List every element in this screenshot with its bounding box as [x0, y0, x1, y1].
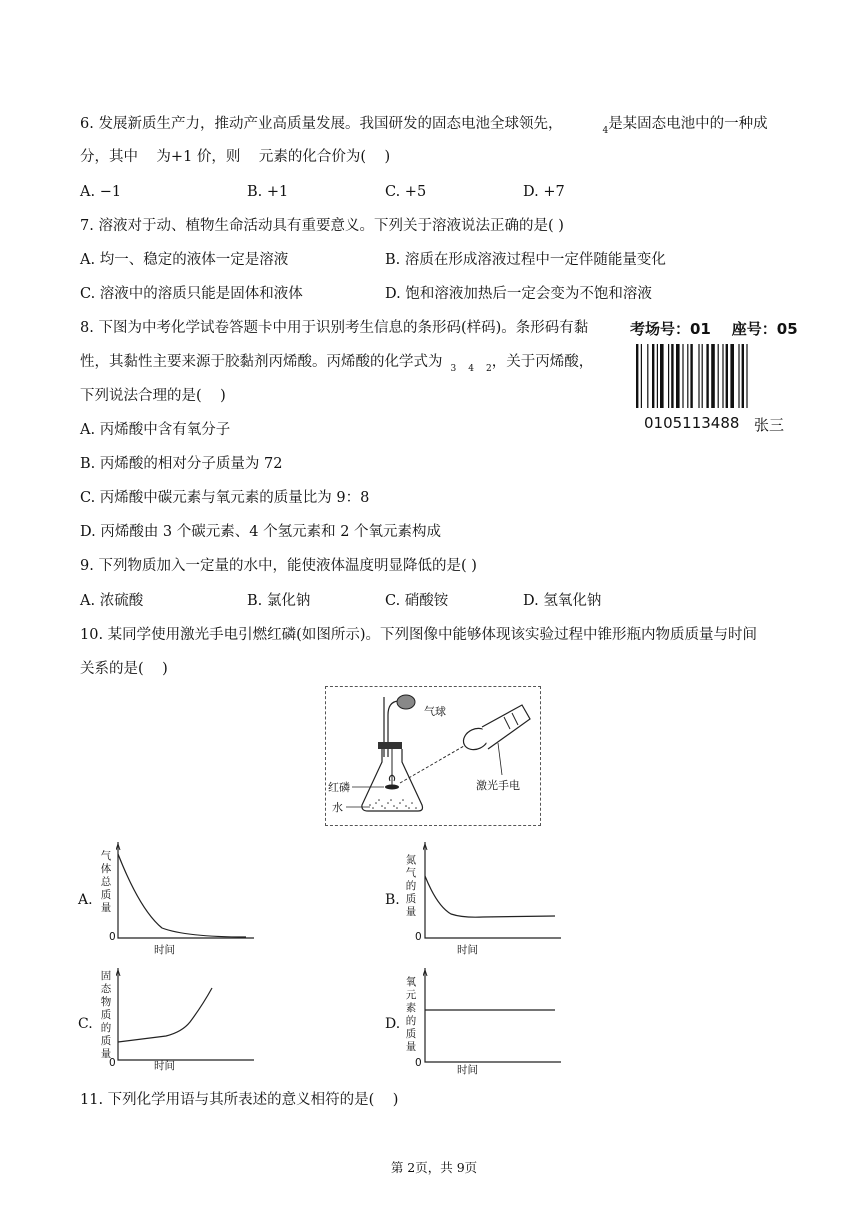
label-red-phosphorus: 红磷	[328, 781, 350, 794]
graph-b	[385, 840, 565, 960]
q6-line1-sub: 4	[602, 126, 609, 136]
q6-option-b: B. +1	[247, 184, 289, 200]
q9-option-d: D. 氢氧化钠	[523, 593, 602, 609]
q10-stem-line1: 10. 某同学使用激光手电引燃红磷(如图所示)。下列图像中能够体现该实验过程中锥形瓶内物质质量与时间	[80, 627, 757, 643]
page-footer: 第 2页，共 9页	[390, 1160, 478, 1175]
graph-d-letter: D.	[385, 1016, 401, 1032]
q11-stem: 11. 下列化学用语与其所表述的意义相符的是( )	[80, 1092, 399, 1108]
graph-a-xlabel: 时间	[154, 944, 175, 956]
barcode-number: 0105113488	[644, 414, 740, 432]
q9-stem: 9. 下列物质加入一定量的水中，能使液体温度明显降低的是( )	[80, 558, 477, 574]
barcode-bar	[641, 344, 642, 408]
q8-stem-line2	[80, 352, 593, 374]
barcode-bar	[698, 344, 699, 408]
barcode-bar	[722, 344, 723, 408]
barcode-bar	[746, 344, 747, 408]
graph-d-plot	[423, 966, 563, 1070]
q6-line1-b: 是某固态电池中的一种成	[608, 116, 768, 132]
q6-option-d: D. +7	[523, 184, 565, 200]
barcode-header: 考场号：01 座号：05	[630, 320, 798, 338]
label-balloon: 气球	[424, 705, 446, 718]
graph-b-curve	[425, 876, 555, 917]
q7-option-c: C. 溶液中的溶质只能是固体和液体	[80, 286, 303, 302]
q8-line2-a: 性，其黏性主要来源于胶黏剂丙烯酸。丙烯酸的化学式为	[80, 354, 443, 370]
graph-a-ylabel: 气 体 总 质 量	[100, 850, 112, 914]
graph-c	[78, 966, 258, 1086]
q7-option-d: D. 饱和溶液加热后一定会变为不饱和溶液	[385, 286, 652, 302]
q8-stem-line3: 下列说法合理的是( )	[80, 388, 226, 404]
q10-stem-line2: 关系的是( )	[80, 661, 168, 677]
barcode-bar	[742, 344, 744, 408]
barcode-bar	[706, 344, 708, 408]
barcode-bar	[647, 344, 648, 408]
q8-option-a: A. 丙烯酸中含有氧分子	[80, 422, 231, 438]
graph-c-ylabel: 固 态 物 质 的 质 量	[100, 970, 112, 1060]
graph-a-letter: A.	[78, 892, 93, 908]
barcode-bar	[652, 344, 654, 408]
barcode-bars	[636, 344, 796, 410]
graph-c-letter: C.	[78, 1016, 93, 1032]
q8-option-b: B. 丙烯酸的相对分子质量为 72	[80, 456, 283, 472]
graph-c-origin: 0	[109, 1057, 116, 1069]
q8-sub-o: 2	[485, 364, 492, 374]
graph-c-plot	[116, 966, 256, 1070]
graph-d-xlabel: 时间	[457, 1064, 478, 1076]
label-water: 水	[332, 801, 343, 814]
barcode-bar	[682, 344, 683, 408]
barcode-bar	[738, 344, 739, 408]
barcode-bar	[676, 344, 680, 408]
barcode-bar	[687, 344, 688, 408]
graph-d	[385, 966, 565, 1086]
barcode-bar	[660, 344, 664, 408]
graph-a-curve	[118, 854, 246, 937]
barcode-bar	[636, 344, 638, 408]
q9-option-a: A. 浓硫酸	[80, 593, 144, 609]
graph-b-ylabel: 氮 气 的 质 量	[405, 854, 417, 918]
experiment-figure	[325, 686, 541, 826]
q8-option-d: D. 丙烯酸由 3 个碳元素、4 个氢元素和 2 个氧元素构成	[80, 524, 442, 540]
label-flashlight: 激光手电	[476, 779, 520, 792]
graph-a-plot	[116, 840, 256, 944]
graph-b-plot	[423, 840, 563, 944]
barcode-bar	[702, 344, 703, 408]
q7-option-b: B. 溶质在形成溶液过程中一定伴随能量变化	[385, 252, 666, 268]
q7-stem: 7. 溶液对于动、植物生命活动具有重要意义。下列关于溶液说法正确的是( )	[80, 218, 564, 234]
graph-b-letter: B.	[385, 892, 400, 908]
graph-d-ylabel: 氧 元 素 的 质 量	[405, 976, 417, 1053]
graph-d-origin: 0	[415, 1057, 422, 1069]
q6-option-a: A. −1	[80, 184, 122, 200]
q6-stem-line2: 分，其中 为+1 价，则 元素的化合价为( )	[80, 149, 391, 165]
balloon-shape	[397, 695, 415, 709]
q8-line2-b: ，关于丙烯酸，	[491, 354, 594, 370]
barcode-bar	[726, 344, 728, 408]
q8-stem-line1: 8. 下图为中考化学试卷答题卡中用于识别考生信息的条形码(样码)。条形码有黏	[80, 320, 589, 336]
barcode-bar	[657, 344, 658, 408]
q8-option-c: C. 丙烯酸中碳元素与氧元素的质量比为 9：8	[80, 490, 370, 506]
barcode-bar	[671, 344, 673, 408]
q8-sub-c: 3	[450, 364, 457, 374]
graph-c-xlabel: 时间	[154, 1060, 175, 1072]
graph-c-curve	[118, 988, 212, 1042]
q7-option-a: A. 均一、稳定的液体一定是溶液	[80, 252, 289, 268]
barcode-name: 张三	[754, 416, 785, 434]
graph-b-xlabel: 时间	[457, 944, 478, 956]
graph-a	[78, 840, 258, 960]
q9-option-b: B. 氯化钠	[247, 593, 311, 609]
q6-line1-a: 6. 发展新质生产力，推动产业高质量发展。我国研发的固态电池全球领先，	[80, 116, 563, 132]
barcode-bar	[730, 344, 734, 408]
barcode-bar	[718, 344, 719, 408]
graph-b-origin: 0	[415, 931, 422, 943]
q6-option-c: C. +5	[385, 184, 427, 200]
barcode-bar	[690, 344, 692, 408]
q9-option-c: C. 硝酸铵	[385, 593, 449, 609]
graph-a-origin: 0	[109, 931, 116, 943]
barcode-bar	[668, 344, 669, 408]
barcode-bar	[711, 344, 715, 408]
barcode-sample	[628, 318, 796, 438]
q6-stem-line1	[80, 114, 768, 136]
q8-sub-h: 4	[468, 364, 474, 374]
